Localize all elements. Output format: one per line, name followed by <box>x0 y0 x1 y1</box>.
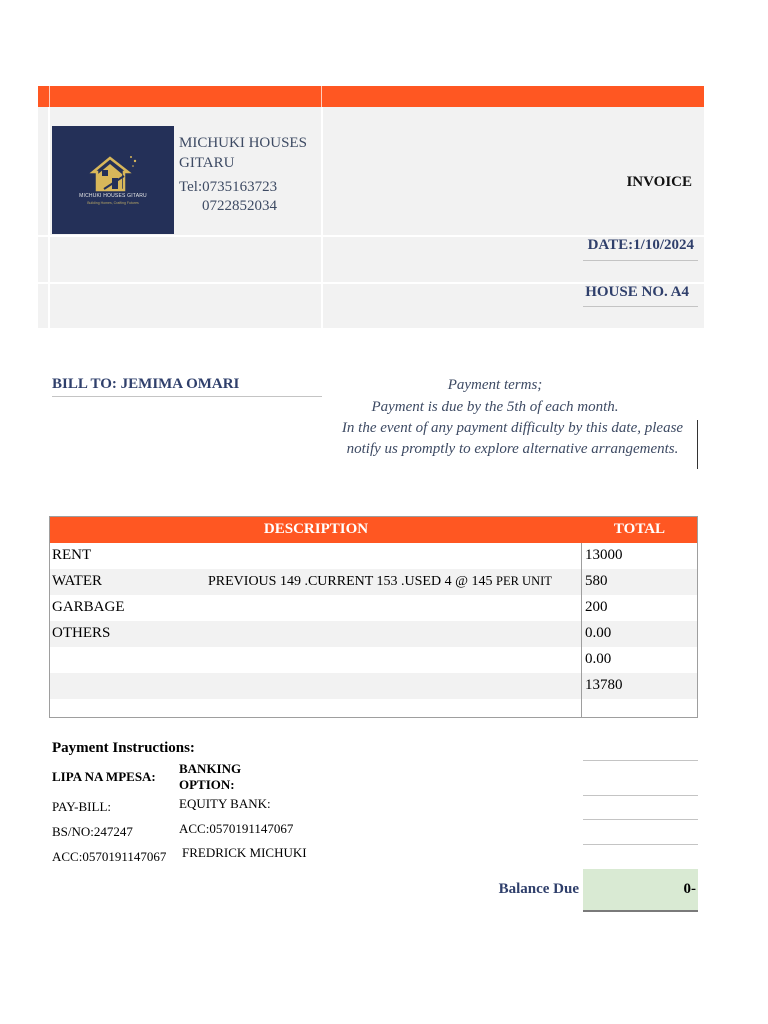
header-divider <box>321 107 323 328</box>
column-header-total: TOTAL <box>613 521 666 537</box>
invoice-table <box>49 516 698 718</box>
table-row <box>50 543 697 569</box>
water-reading-note: PREVIOUS 149 .CURRENT 153 .USED 4 @ 145 PER UNIT <box>208 574 552 589</box>
payment-terms-title: Payment terms; <box>447 377 543 393</box>
balance-due-box <box>583 869 698 912</box>
company-name <box>179 133 307 173</box>
row-description: WATER <box>52 573 102 589</box>
mpesa-label: LIPA NA MPESA: <box>52 769 156 784</box>
row-total: 200 <box>585 599 608 615</box>
payment-terms-line: In the event of any payment difficulty by this date, please <box>341 420 684 436</box>
row-total: 13780 <box>585 677 623 693</box>
balance-due-label: Balance Due <box>498 881 579 897</box>
company-name-line1: MICHUKI HOUSES <box>179 135 307 151</box>
summary-line <box>583 760 698 761</box>
payment-terms-line: Payment is due by the 5th of each month. <box>371 399 619 415</box>
company-logo <box>52 126 174 234</box>
account-name: FREDRICK MICHUKI <box>182 845 307 860</box>
company-phone-alt: 0722852034 <box>202 198 277 214</box>
column-header-description: DESCRIPTION <box>263 521 369 537</box>
table-row <box>50 569 697 595</box>
company-name-line2: GITARU <box>179 155 235 171</box>
row-total: 580 <box>585 573 608 589</box>
table-header <box>50 517 697 543</box>
header-bar <box>38 86 704 107</box>
summary-line <box>583 795 698 796</box>
logo-text: MICHUKI HOUSES GITARU <box>79 193 147 199</box>
bill-to: BILL TO: JEMIMA OMARI <box>52 376 240 392</box>
row-description: GARBAGE <box>52 599 125 615</box>
row-description: RENT <box>52 547 92 563</box>
house-underline <box>583 306 698 307</box>
summary-line <box>583 819 698 820</box>
summary-line <box>583 844 698 845</box>
table-row <box>50 621 697 647</box>
header-left-divider <box>48 107 50 328</box>
table-row <box>50 647 697 673</box>
bill-to-underline <box>52 396 322 397</box>
row-total: 0.00 <box>585 651 612 667</box>
table-row <box>50 699 697 717</box>
table-row <box>50 673 697 699</box>
row-description: OTHERS <box>52 625 111 641</box>
banking-option-label: BANKING OPTION: <box>179 761 242 792</box>
balance-due-value: 0- <box>683 881 696 897</box>
bank-account: ACC:0570191147067 <box>179 821 294 836</box>
paybill-label: PAY-BILL: <box>52 799 112 814</box>
house-icon <box>52 126 174 234</box>
invoice-date: DATE:1/10/2024 <box>587 237 694 253</box>
house-number: HOUSE NO. A4 <box>585 284 689 300</box>
logo-tagline: Building Homes, Crafting Futures <box>87 201 139 205</box>
date-underline <box>583 260 698 261</box>
table-row <box>50 595 697 621</box>
payment-terms-line: notify us promptly to explore alternative arrangements. <box>346 441 679 457</box>
row-total: 13000 <box>585 547 623 563</box>
text-cursor-bar <box>697 420 698 469</box>
payment-instructions-heading: Payment Instructions: <box>52 740 195 756</box>
business-number: BS/NO:247247 <box>52 824 133 839</box>
row-total: 0.00 <box>585 625 612 641</box>
company-phone: Tel:0735163723 <box>179 179 278 195</box>
invoice-title: INVOICE <box>626 174 692 190</box>
mpesa-account: ACC:0570191147067 <box>52 849 167 864</box>
column-divider <box>581 543 582 717</box>
bank-name: EQUITY BANK: <box>179 796 271 811</box>
